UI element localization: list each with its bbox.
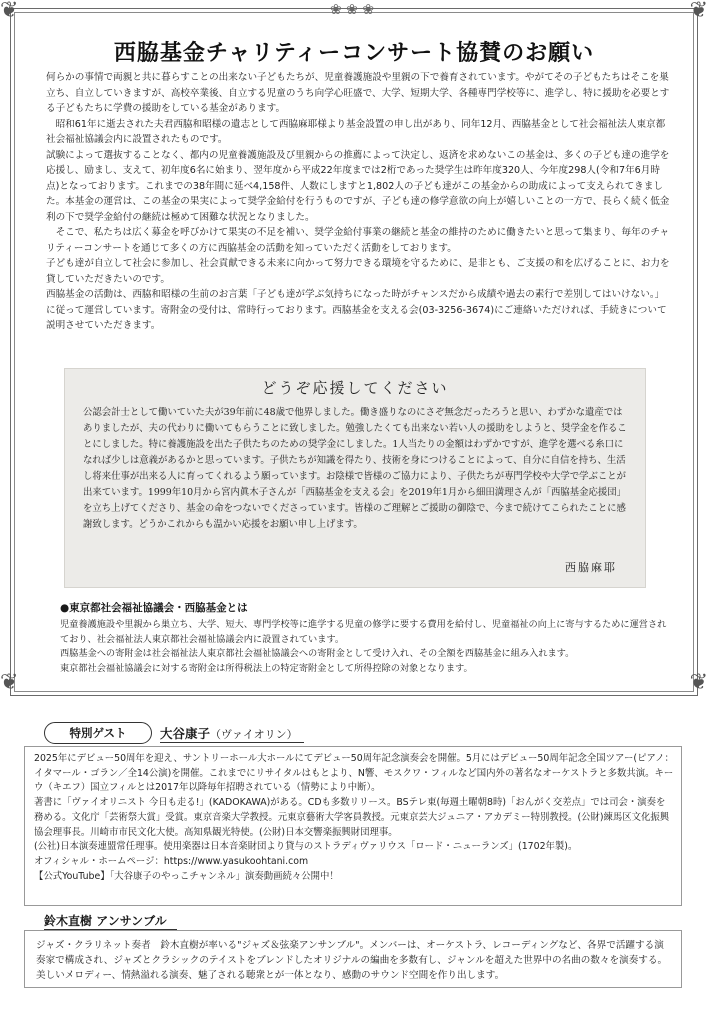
guest-youtube: 【公式YouTube】「大谷康子のやっこチャンネル」演奏動画続々公開中！ bbox=[34, 870, 339, 882]
guest-profile-line: (公社)日本演奏連盟常任理事。使用楽器は日本音楽財団より貸与のストラディヴァリウス「ロード・ニューランズ」(1702年製)。 bbox=[34, 841, 578, 853]
association-line: 東京都社会福祉協議会に対する寄附金は所得税法上の特定寄附金として所得控除の対象となります。 bbox=[60, 662, 473, 674]
ensemble-description: ジャズ・クラリネット奏者 鈴木直樹が率いる"ジャズ＆弦楽アンサンブル"。メンバーは、オーケストラ、レコーディングなど、各界で活躍する演奏家で構成され、ジャズとクラシックのテイストをブレンドしたオリジナルの編曲を多数有し、ジャンルを超えた世界中の名曲の数々を演奏する。美しいメロディー、情熱溢れる演奏、魅了される聴衆とが一体となり、感動のサウンド空間を作り出します。 bbox=[36, 940, 668, 981]
letter-body: 公認会計士として働いていた夫が39年前に48歳で他界しました。働き盛りなのにさぞ無念だったろうと思い、わずかな遺産ではありましたが、夫の代わりに働いてもらうことに致しました。勉強したくても出来ない若い人の援助をしようと、奨学金を作ることにしました。特に養護施設を出た子供たちのための奨学金にしました。1人当たりの金額はわずかですが、進学を選べる糸口になれば少しは意義があるかと思っています。子供たちが知識を得たり、技術を身につけることによって、自分に自信を持ち、生活し将来仕事が出来る人に育ってくれるよう願っています。お陰様で皆様のご協力により、子供たちが専門学校や大学で学ぶことが出来ています。1999年10月から宮内眞木子さんが「西脇基金を支える会」を2019年1月から細田満理さんが「西脇基金応援団」を立ち上げてくださり、基金の命をつないでくださっています。皆様のご理解とご援助の御陰で、今まで続けてこられたことに感謝致します。どうかこれからも温かい応援をお願い申し上げます。 bbox=[83, 407, 627, 530]
guest-profile bbox=[34, 752, 674, 884]
intro-paragraph: 何らかの事情で両親と共に暮らすことの出来ない子どもたちが、児童養護施設や里親の下で養育されています。やがてその子どもたちはそこを巣立ち、自立していきますが、高校卒業後、自立する児童のうち向学心旺盛で、大学、短期大学、各種専門学校等に、進学し、特に援助を必要とする子どもたちに学費の援助をしている基金があります。 bbox=[46, 72, 670, 114]
corner-ornament-icon: ❦ bbox=[689, 0, 708, 23]
guest-profile-line: 著書に「ヴァイオリニスト 今日も走る!」(KADOKAWA)がある。CDも多数リリース。BSテレ東(毎週土曜朝8時)「おんがく交差点」では司会・演奏を務める。文化庁「芸術祭大賞」受賞。東京音楽大学教授。元東京藝術大学客員教授。元東京芸大ジュニア・アカデミー特別教授。(公財)練馬区文化振興協会理事長。川崎市市民文化大使。高知県観光特使。(公財)日本交響楽振興財団理事。 bbox=[34, 797, 670, 838]
intro-paragraph: 昭和61年に逝去された夫君西脇和昭様の遺志として西脇麻耶様より基金設置の申し出があり、同年12月、西脇基金として社会福祉法人東京都社会福祉協議会内に設置されたものです。 bbox=[46, 118, 666, 145]
corner-ornament-icon: ❦ bbox=[0, 670, 19, 695]
corner-ornament-icon: ❦ bbox=[0, 0, 19, 23]
intro-paragraph: 試験によって選抜することなく、都内の児童養護施設及び里親からの推薦によって決定し、返済を求めないこの基金は、多くの子ども達の進学を応援し、励まし、支えて、初年度6名に始まり、翌年度から平成22年度までは2桁であった奨学生は昨年度320人、今年度298人(令和7年6月時点)となっております。これまでの38年間に延べ4,158件、人数にしますと1,802人の子ども達がこの基金からの助成によって支えられてきました。本基金の運営は、この基金の果実によって奨学金給付を行うものですが、子ども達の修学意欲の向上が嬉しいことの一方で、長らく続く低金利の下で奨学金給付の継続は極めて困難な状況となりました。 bbox=[46, 149, 670, 223]
intro-paragraph: 子ども達が自立して社会に参加し、社会貢献できる未来に向かって努力できる環境を守るために、是非とも、ご支援の和を広げることに、お力を貸していただきたいのです。 bbox=[46, 258, 670, 285]
corner-ornament-icon: ❦ bbox=[689, 670, 708, 695]
association-heading: ●東京都社会福祉協議会・西脇基金とは bbox=[60, 602, 248, 614]
letter-heading: どうぞ応援してください bbox=[261, 379, 449, 397]
guest-name-text: 大谷康子 bbox=[160, 726, 211, 741]
intro-paragraph: 西脇基金の活動は、西脇和昭様の生前のお言葉「子ども達が学ぶ気持ちになった時がチャンスだから成績や過去の素行で差別してはいけない。」に従って運営しています。寄附金の受付は、常時行っております。西脇基金を支える会(03-3256-3674)にご連絡いただければ、手続きについて説明させていただきます。 bbox=[46, 289, 667, 331]
letter-signature: 西脇麻耶 bbox=[565, 561, 617, 574]
top-ornament-icon: ❀ ❀ ❀ bbox=[330, 2, 375, 18]
page-title: 西脇基金チャリティーコンサート協賛のお願い bbox=[113, 41, 595, 66]
association-line: 西脇基金への寄附金は社会福祉法人東京都社会福祉協議会への寄附金として受け入れ、その全額を西脇基金に組み入れます。 bbox=[60, 648, 575, 660]
association-text bbox=[60, 618, 670, 676]
intro-text bbox=[46, 70, 670, 334]
guest-instrument: （ヴァイオリン） bbox=[210, 728, 298, 741]
association-line: 児童養護施設や里親から巣立ち、大学、短大、専門学校等に進学する児童の修学に要する費用を給付し、児童福祉の向上に寄与するために運営されており、社会福祉法人東京都社会福祉協議会内に設置されています。 bbox=[60, 619, 667, 645]
guest-profile-line: 2025年にデビュー50周年を迎え、サントリーホール大ホールにてデビュー50周年記念演奏会を開催。5月にはデビュー50周年記念全国ツアー(ピアノ：イタマール・ゴラン／全14公演)を開催。これまでにリサイタルはもとより、N響、モスクワ・フィルなど国内外の著名なオーケストラと多数共演。キーウ（キエフ）国立フィルとは2017年以降毎年招聘されている（情勢により中断）。 bbox=[34, 753, 674, 794]
ensemble-name: 鈴木直樹 アンサンブル bbox=[44, 912, 177, 930]
guest-name bbox=[160, 724, 304, 743]
intro-paragraph: そこで、私たちは広く募金を呼びかけて果実の不足を補い、奨学金給付事業の継続と基金の維持のために働きたいと思って集まり、毎年のチャリティーコンサートを通じて多くの方に西脇基金の活動を知っていただく活動をしております。 bbox=[46, 227, 670, 254]
special-guest-tag: 特別ゲスト bbox=[44, 722, 152, 744]
support-letter bbox=[64, 368, 646, 588]
guest-homepage: オフィシャル・ホームページ：https://www.yasukoohtani.com bbox=[34, 855, 309, 867]
